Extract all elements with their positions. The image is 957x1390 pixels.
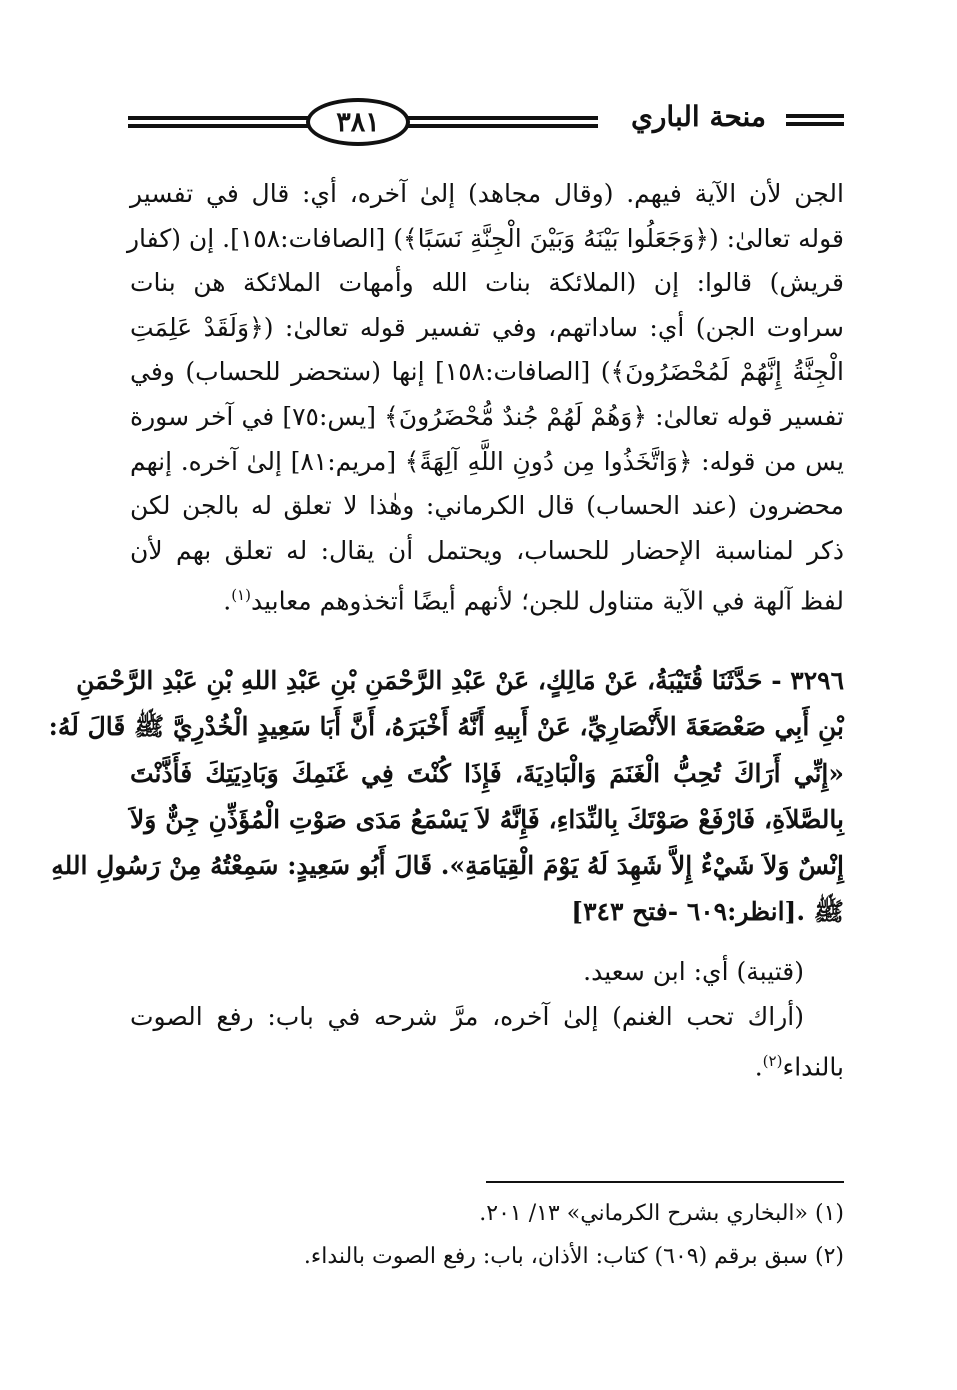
commentary-paragraph xyxy=(126,172,844,624)
text-line: ذكر لمناسبة الإحضار للحساب، ويحتمل أن يقال: له تعلق بهم لأن xyxy=(130,535,844,565)
text-line-content: لفظ آلهة في الآية متناول للجن؛ لأنهم أيضًا أتخذوهم معابيد xyxy=(250,586,844,616)
text-line-content: بالنداء xyxy=(782,1052,844,1082)
text-line: لفظ آلهة في الآية متناول للجن؛ لأنهم أيضًا أتخذوهم معابيد$^{(١)}$. xyxy=(223,586,844,616)
footnote-separator xyxy=(486,1181,844,1183)
header-rule-short xyxy=(786,122,844,126)
text-line: الْجِنَّةُ إِنَّهُمْ لَمُحْضَرُونَ﴾) [الصافات:١٥٨] إنها (ستحضر للحساب) وفي xyxy=(130,357,844,387)
text-line: قريش) قالوا: إن (الملائكة بنات الله وأمهات الملائكة هن بنات xyxy=(130,268,844,298)
header-rule-short xyxy=(786,114,844,118)
text-line: (قتيبة) أي: ابن سعيد. xyxy=(583,957,804,986)
hadith-line: ﷺ .[انظر:٦٠٩ -فتح ٣٤٣] xyxy=(571,897,844,927)
text-line: قوله تعالىٰ: (﴿وَجَعَلُوا بَيْنَهُ وَبَيْنَ الْجِنَّةِ نَسَبًا﴾) [الصافات:١٥٨]. إن (كفار xyxy=(126,223,844,253)
text-line: سراوت الجن) أي: ساداتهم، وفي تفسير قوله تعالىٰ: (﴿وَلَقَدْ عَلِمَتِ xyxy=(130,312,844,342)
hadith-line: «إِنِّي أَرَاكَ تُحِبُّ الْغَنَمَ وَالْبَادِيَةَ، فَإِذَا كُنْتَ فِي غَنَمِكَ وَبَادِيَتِكَ فَأَذَّنْتَ xyxy=(130,758,844,788)
page-number: ٣٨١ xyxy=(306,98,410,146)
hadith-line: بِالصَّلاَةِ، فَارْفَعْ صَوْتَكَ بِالنِّدَاءِ، فَإِنَّهُ لاَ يَسْمَعُ مَدَى صَوْتِ الْمُؤَذِّنِ جِنٌّ وَلاَ xyxy=(130,804,844,834)
footnote-ref: (١) xyxy=(231,586,251,605)
footnote-ref: (٢) xyxy=(762,1052,783,1070)
text-line: الجن لأن الآية فيهم. (وقال مجاهد) إلىٰ آخره، أي: قال في تفسير xyxy=(130,179,844,208)
text-line: محضرون (عند الحساب) قال الكرماني: وهٰذا لا تعلق له بالجن لكن xyxy=(130,491,844,521)
footnote: (٢) سبق برقم (٦٠٩) كتاب: الأذان، باب: رفع الصوت بالنداء. xyxy=(303,1244,844,1269)
text-line: يس من قوله: ﴿وَاتَّخَذُوا مِن دُونِ اللَّهِ آلِهَةً﴾ [مريم:٨١] إلىٰ آخره. إنهم xyxy=(130,446,844,476)
hadith-line: إِنْسٌ وَلاَ شَيْءٌ إِلاَّ شَهِدَ لَهُ يَوْمَ الْقِيَامَةِ». قَالَ أَبُو سَعِيدٍ: سَمِعْتُهُ مِنْ رَسُولِ اللهِ xyxy=(51,851,844,881)
hadith-text xyxy=(48,658,844,936)
hadith-line: ٣٢٩٦ - حَدَّثَنَا قُتَيْبَةُ، عَنْ مَالِكٍ، عَنْ عَبْدِ الرَّحْمَنِ بْنِ عَبْدِ اللهِ بْنِ عَبْدِ الرَّحْمَنِ xyxy=(76,666,844,695)
text-line: بالنداء$^{(٢)}$. xyxy=(754,1052,844,1082)
text-line: (أراك تحب الغنم) إلىٰ آخره، مرَّ شرحه في باب: رفع الصوت xyxy=(130,1001,804,1031)
footnotes xyxy=(130,1192,844,1278)
hadith-commentary xyxy=(130,950,844,1090)
running-title: منحة الباري xyxy=(630,100,766,133)
hadith-line: بْنِ أَبِي صَعْصَعَةَ الأَنْصَارِيِّ، عَنْ أَبِيهِ أَنَّهُ أَخْبَرَهُ، أَنَّ أَبَا سَعِيدٍ الْخُدْرِيَّ ﷺ قَالَ لَهُ: xyxy=(48,712,844,742)
footnote: (١) «البخاري بشرح الكرماني» ١٣/ ٢٠١. xyxy=(479,1201,844,1226)
page-header xyxy=(128,88,844,148)
text-line: تفسير قوله تعالىٰ: ﴿وَهُمْ لَهُمْ جُندٌ مُّحْضَرُونَ﴾ [يس:٧٥] في آخر سورة xyxy=(130,401,844,431)
